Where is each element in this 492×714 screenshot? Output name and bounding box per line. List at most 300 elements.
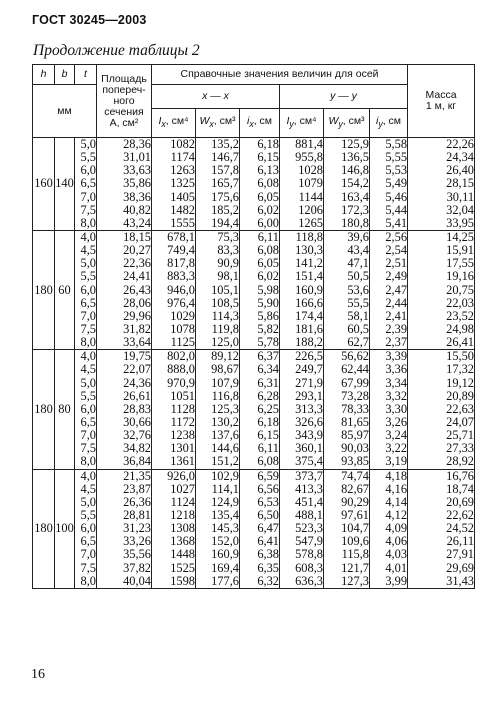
table-row	[33, 138, 475, 231]
value-area: 34,82	[123, 441, 151, 456]
value-area: 40,04	[123, 573, 151, 588]
value-mass: 19,16	[446, 269, 475, 284]
value-mass: 24,52	[446, 521, 475, 536]
header-area-line: попереч-	[102, 83, 146, 96]
header-mass-line: 1 м, кг	[425, 100, 457, 112]
value-t: 6,0	[80, 401, 96, 416]
value-wy: 127,3	[341, 573, 369, 588]
value-rx: 6,11	[257, 229, 279, 244]
value-rx: 6,18	[257, 137, 279, 151]
table-row	[33, 350, 475, 469]
value-area: 24,36	[123, 375, 151, 390]
value-wy: 47,1	[347, 256, 369, 271]
value-wy: 104,7	[341, 521, 369, 536]
header-ry: $i_y$, см	[370, 109, 408, 138]
value-wx: 175,6	[211, 189, 239, 204]
value-ry: 3,32	[385, 388, 408, 403]
value-ry: 4,16	[385, 481, 408, 496]
table-body	[33, 138, 475, 589]
value-area: 28,06	[123, 295, 151, 310]
cell-iy	[280, 350, 324, 469]
value-ry: 3,34	[385, 375, 408, 390]
value-ix: 1218	[170, 507, 195, 522]
value-area: 22,36	[123, 256, 151, 271]
value-ix: 1368	[170, 534, 195, 549]
value-iy: 881,4	[295, 137, 323, 151]
value-wy: 58,1	[347, 308, 369, 323]
value-area: 31,23	[123, 521, 151, 536]
value-wy: 81,65	[341, 414, 369, 429]
value-ry: 4,14	[385, 494, 408, 509]
value-area: 21,35	[123, 468, 151, 483]
value-wy: 50,5	[347, 269, 369, 284]
value-wy: 163,4	[341, 189, 369, 204]
value-area: 24,41	[123, 269, 151, 284]
value-wy: 78,33	[341, 401, 369, 416]
header-b: b	[55, 65, 75, 85]
value-ix: 1308	[170, 521, 195, 536]
value-ry: 2,44	[385, 295, 408, 310]
value-t: 6,0	[80, 163, 96, 178]
value-wy: 146,8	[341, 163, 369, 178]
value-area: 33,63	[123, 163, 151, 178]
cell-area	[97, 230, 152, 349]
value-rx: 6,05	[257, 256, 279, 271]
value-ry: 5,55	[385, 150, 408, 165]
value-t: 4,0	[80, 229, 96, 244]
header-t: t	[75, 65, 97, 85]
cell-rx	[240, 350, 280, 469]
value-wx: 194,4	[211, 215, 239, 230]
value-area: 32,76	[123, 428, 151, 443]
value-rx: 6,05	[257, 189, 279, 204]
value-t: 4,5	[80, 362, 96, 377]
value-ry: 5,41	[385, 215, 408, 230]
value-mass: 30,11	[446, 189, 475, 204]
value-t: 8,0	[80, 335, 96, 350]
value-iy: 608,3	[295, 560, 323, 575]
value-ix: 1124	[170, 494, 195, 509]
value-ix: 1301	[170, 441, 195, 456]
value-area: 19,75	[123, 349, 151, 364]
value-iy: 118,8	[295, 229, 323, 244]
value-wx: 108,5	[211, 295, 239, 310]
table-caption: Продолжение таблицы 2	[33, 42, 200, 59]
value-iy: 1079	[298, 176, 323, 191]
value-rx: 5,98	[257, 282, 279, 297]
value-ix: 1078	[170, 321, 195, 336]
value-rx: 6,38	[257, 547, 279, 562]
value-t: 6,0	[80, 282, 96, 297]
value-iy: 1265	[298, 215, 323, 230]
cell-wy	[324, 469, 370, 588]
value-wx: 130,2	[211, 414, 239, 429]
value-rx: 6,41	[257, 534, 279, 549]
value-rx: 5,82	[257, 321, 279, 336]
value-ry: 2,49	[385, 269, 408, 284]
value-wx: 137,6	[211, 428, 239, 443]
value-area: 28,81	[123, 507, 151, 522]
value-t: 7,0	[80, 428, 96, 443]
value-ix: 1525	[170, 560, 195, 575]
value-t: 5,0	[80, 256, 96, 271]
value-rx: 6,15	[257, 428, 279, 443]
value-ry: 2,47	[385, 282, 408, 297]
header-mass	[408, 65, 475, 138]
value-t: 6,5	[80, 176, 96, 191]
header-wy: $W_y$, см³	[324, 109, 370, 138]
value-wy: 73,28	[341, 388, 369, 403]
value-area: 26,36	[123, 494, 151, 509]
value-t: 5,0	[80, 375, 96, 390]
value-wx: 145,3	[211, 521, 239, 536]
value-t: 4,5	[80, 243, 96, 258]
value-iy: 375,4	[295, 454, 323, 469]
value-wx: 169,4	[211, 560, 239, 575]
value-mass: 23,52	[446, 308, 475, 323]
value-wy: 55,5	[347, 295, 369, 310]
value-t: 5,5	[80, 150, 96, 165]
cell-wy	[324, 350, 370, 469]
cell-t	[75, 469, 97, 588]
value-wx: 135,2	[211, 137, 239, 151]
value-rx: 6,31	[257, 375, 279, 390]
value-rx: 6,35	[257, 560, 279, 575]
value-ix: 946,0	[167, 282, 195, 297]
cell-rx	[240, 230, 280, 349]
value-mass: 24,34	[446, 150, 475, 165]
value-wx: 157,8	[211, 163, 239, 178]
value-mass: 26,40	[446, 163, 475, 178]
value-wx: 98,1	[217, 269, 239, 284]
value-iy: 226,5	[295, 349, 323, 364]
value-mass: 15,50	[446, 349, 475, 364]
table-row	[33, 469, 475, 588]
value-area: 31,01	[123, 150, 151, 165]
cell-mass	[408, 350, 475, 469]
value-iy: 160,9	[295, 282, 323, 297]
value-ix: 1051	[170, 388, 195, 403]
value-ry: 4,06	[385, 534, 408, 549]
value-iy: 578,8	[295, 547, 323, 562]
cell-t	[75, 350, 97, 469]
value-rx: 6,08	[257, 243, 279, 258]
value-wy: 74,74	[341, 468, 369, 483]
value-mass: 28,92	[446, 454, 475, 469]
value-wx: 151,2	[211, 454, 239, 469]
value-ry: 3,30	[385, 401, 408, 416]
value-iy: 636,3	[295, 573, 323, 588]
value-t: 7,5	[80, 560, 96, 575]
value-ix: 1174	[170, 150, 195, 165]
value-iy: 141,2	[295, 256, 323, 271]
header-area-line: сечения	[104, 105, 144, 118]
value-area: 36,84	[123, 454, 151, 469]
value-mass: 19,12	[446, 375, 475, 390]
value-ry: 4,18	[385, 468, 408, 483]
value-wy: 172,3	[341, 202, 369, 217]
value-area: 30,66	[123, 414, 151, 429]
value-rx: 6,59	[257, 468, 279, 483]
value-ix: 1172	[170, 414, 195, 429]
value-ry: 3,26	[385, 414, 408, 429]
cell-ry	[370, 138, 408, 231]
cell-ix	[152, 469, 196, 588]
value-ry: 4,03	[385, 547, 408, 562]
cell-wx	[196, 469, 240, 588]
value-ry: 3,22	[385, 441, 408, 456]
header-ix: $I_x$, см⁴	[152, 109, 196, 138]
value-wx: 114,3	[211, 308, 239, 323]
value-rx: 6,32	[257, 573, 279, 588]
value-rx: 6,37	[257, 349, 279, 364]
header-units-mm: мм	[33, 85, 97, 138]
value-wx: 124,9	[211, 494, 239, 509]
value-t: 4,0	[80, 349, 96, 364]
value-ry: 4,12	[385, 507, 408, 522]
value-rx: 6,11	[257, 441, 279, 456]
cell-t	[75, 138, 97, 231]
value-t: 8,0	[80, 573, 96, 588]
value-wx: 185,2	[211, 202, 239, 217]
cell-mass	[408, 230, 475, 349]
header-area	[97, 65, 152, 138]
value-wy: 56,62	[341, 349, 369, 364]
value-rx: 5,78	[257, 335, 279, 350]
value-area: 29,96	[123, 308, 151, 323]
value-ix: 1125	[170, 335, 195, 350]
value-area: 43,24	[123, 215, 151, 230]
value-wy: 90,29	[341, 494, 369, 509]
value-rx: 6,00	[257, 215, 279, 230]
value-wx: 83,3	[217, 243, 239, 258]
header-wx: $W_x$, см³	[196, 109, 240, 138]
value-iy: 166,6	[295, 295, 323, 310]
value-iy: 249,7	[295, 362, 323, 377]
value-mass: 15,91	[446, 243, 475, 258]
header-mass-line: Масса	[425, 89, 457, 101]
cell-rx	[240, 138, 280, 231]
value-area: 23,87	[123, 481, 151, 496]
value-ix: 1238	[170, 428, 195, 443]
value-wy: 67,99	[341, 375, 369, 390]
cell-h: 180	[33, 350, 55, 469]
value-area: 26,61	[123, 388, 151, 403]
table-header	[33, 65, 475, 138]
value-iy: 360,1	[295, 441, 323, 456]
value-t: 8,0	[80, 215, 96, 230]
value-iy: 488,1	[295, 507, 323, 522]
value-wx: 146,7	[211, 150, 239, 165]
header-area-line: ного	[113, 94, 135, 107]
value-mass: 20,69	[446, 494, 475, 509]
value-mass: 20,75	[446, 282, 475, 297]
value-iy: 373,7	[295, 468, 323, 483]
value-wy: 109,6	[341, 534, 369, 549]
value-ix: 1029	[170, 308, 195, 323]
value-t: 5,5	[80, 269, 96, 284]
cell-area	[97, 350, 152, 469]
value-area: 33,26	[123, 534, 151, 549]
value-t: 4,5	[80, 481, 96, 496]
value-ix: 1263	[170, 163, 195, 178]
value-area: 35,86	[123, 176, 151, 191]
value-mass: 24,07	[446, 414, 475, 429]
value-wx: 177,6	[211, 573, 239, 588]
value-iy: 451,4	[295, 494, 323, 509]
value-rx: 6,08	[257, 176, 279, 191]
value-ix: 1082	[170, 137, 195, 151]
value-mass: 24,98	[446, 321, 475, 336]
value-wx: 90,9	[217, 256, 239, 271]
value-wx: 119,8	[211, 321, 239, 336]
value-wx: 125,3	[211, 401, 239, 416]
value-ry: 5,53	[385, 163, 408, 178]
value-iy: 151,4	[295, 269, 323, 284]
value-wy: 85,97	[341, 428, 369, 443]
value-iy: 523,3	[295, 521, 323, 536]
value-rx: 5,86	[257, 308, 279, 323]
value-ry: 3,19	[385, 454, 408, 469]
value-ry: 2,41	[385, 308, 408, 323]
value-mass: 20,89	[446, 388, 475, 403]
value-wx: 144,6	[211, 441, 239, 456]
value-ry: 5,46	[385, 189, 408, 204]
value-area: 28,83	[123, 401, 151, 416]
value-t: 7,5	[80, 321, 96, 336]
value-wy: 90,03	[341, 441, 369, 456]
value-area: 22,07	[123, 362, 151, 377]
value-ry: 5,44	[385, 202, 408, 217]
value-mass: 33,95	[446, 215, 475, 230]
value-area: 18,15	[123, 229, 151, 244]
value-t: 7,0	[80, 547, 96, 562]
value-ix: 883,3	[167, 269, 195, 284]
value-wy: 43,4	[347, 243, 369, 258]
value-mass: 32,04	[446, 202, 475, 217]
cell-iy	[280, 138, 324, 231]
value-rx: 6,18	[257, 414, 279, 429]
value-mass: 22,62	[446, 507, 475, 522]
cell-iy	[280, 469, 324, 588]
value-iy: 130,3	[295, 243, 323, 258]
value-t: 5,5	[80, 388, 96, 403]
value-wy: 154,2	[341, 176, 369, 191]
value-wx: 107,9	[211, 375, 239, 390]
value-t: 6,0	[80, 521, 96, 536]
value-rx: 6,28	[257, 388, 279, 403]
value-t: 6,5	[80, 534, 96, 549]
header-h: h	[33, 65, 55, 85]
value-mass: 27,33	[446, 441, 475, 456]
value-wy: 125,9	[341, 137, 369, 151]
value-t: 5,0	[80, 494, 96, 509]
value-mass: 29,69	[446, 560, 475, 575]
value-rx: 6,56	[257, 481, 279, 496]
value-t: 4,0	[80, 468, 96, 483]
cell-ix	[152, 230, 196, 349]
value-ix: 1027	[170, 481, 195, 496]
value-rx: 6,15	[257, 150, 279, 165]
value-area: 40,82	[123, 202, 151, 217]
value-mass: 14,25	[446, 229, 475, 244]
value-ix: 976,4	[167, 295, 195, 310]
value-ry: 4,01	[385, 560, 408, 575]
value-iy: 1144	[298, 189, 323, 204]
value-ry: 3,24	[385, 428, 408, 443]
cell-t	[75, 230, 97, 349]
header-axis-x: x — x	[152, 85, 280, 109]
value-t: 7,0	[80, 308, 96, 323]
value-wx: 89,12	[211, 349, 239, 364]
cell-iy	[280, 230, 324, 349]
cell-area	[97, 469, 152, 588]
header-reference-values: Справочные значения величин для осей	[152, 65, 408, 85]
header-iy: $I_y$, см⁴	[280, 109, 324, 138]
value-iy: 293,1	[295, 388, 323, 403]
cell-b: 140	[55, 138, 75, 231]
value-wy: 62,44	[341, 362, 369, 377]
value-area: 33,64	[123, 335, 151, 350]
value-mass: 28,15	[446, 176, 475, 191]
value-mass: 27,91	[446, 547, 475, 562]
value-t: 5,0	[80, 137, 96, 151]
section-properties-table	[32, 64, 475, 589]
cell-ry	[370, 230, 408, 349]
value-rx: 6,08	[257, 454, 279, 469]
value-wx: 125,0	[211, 335, 239, 350]
value-iy: 313,3	[295, 401, 323, 416]
value-area: 37,82	[123, 560, 151, 575]
value-iy: 181,6	[295, 321, 323, 336]
value-wy: 115,8	[341, 547, 369, 562]
value-wx: 152,0	[211, 534, 239, 549]
value-mass: 17,32	[446, 362, 475, 377]
value-iy: 174,4	[295, 308, 323, 323]
value-area: 26,43	[123, 282, 151, 297]
value-ry: 3,39	[385, 349, 408, 364]
value-wy: 121,7	[341, 560, 369, 575]
value-rx: 6,02	[257, 202, 279, 217]
value-wy: 136,5	[341, 150, 369, 165]
cell-ix	[152, 138, 196, 231]
value-wx: 116,8	[211, 388, 239, 403]
cell-b: 80	[55, 350, 75, 469]
value-wx: 102,9	[211, 468, 239, 483]
value-ry: 3,36	[385, 362, 408, 377]
value-t: 7,5	[80, 202, 96, 217]
value-ix: 1361	[170, 454, 195, 469]
value-iy: 188,2	[295, 335, 323, 350]
cell-wx	[196, 138, 240, 231]
value-ix: 1405	[170, 189, 195, 204]
value-ry: 2,39	[385, 321, 408, 336]
value-wy: 93,85	[341, 454, 369, 469]
value-iy: 326,6	[295, 414, 323, 429]
cell-h: 160	[33, 138, 55, 231]
value-ry: 2,51	[385, 256, 408, 271]
value-ix: 888,0	[167, 362, 195, 377]
cell-ix	[152, 350, 196, 469]
value-rx: 6,34	[257, 362, 279, 377]
value-wx: 98,67	[211, 362, 239, 377]
value-rx: 6,02	[257, 269, 279, 284]
cell-ry	[370, 350, 408, 469]
value-wy: 82,67	[341, 481, 369, 496]
value-ry: 5,49	[385, 176, 408, 191]
cell-b: 60	[55, 230, 75, 349]
value-iy: 955,8	[295, 150, 323, 165]
